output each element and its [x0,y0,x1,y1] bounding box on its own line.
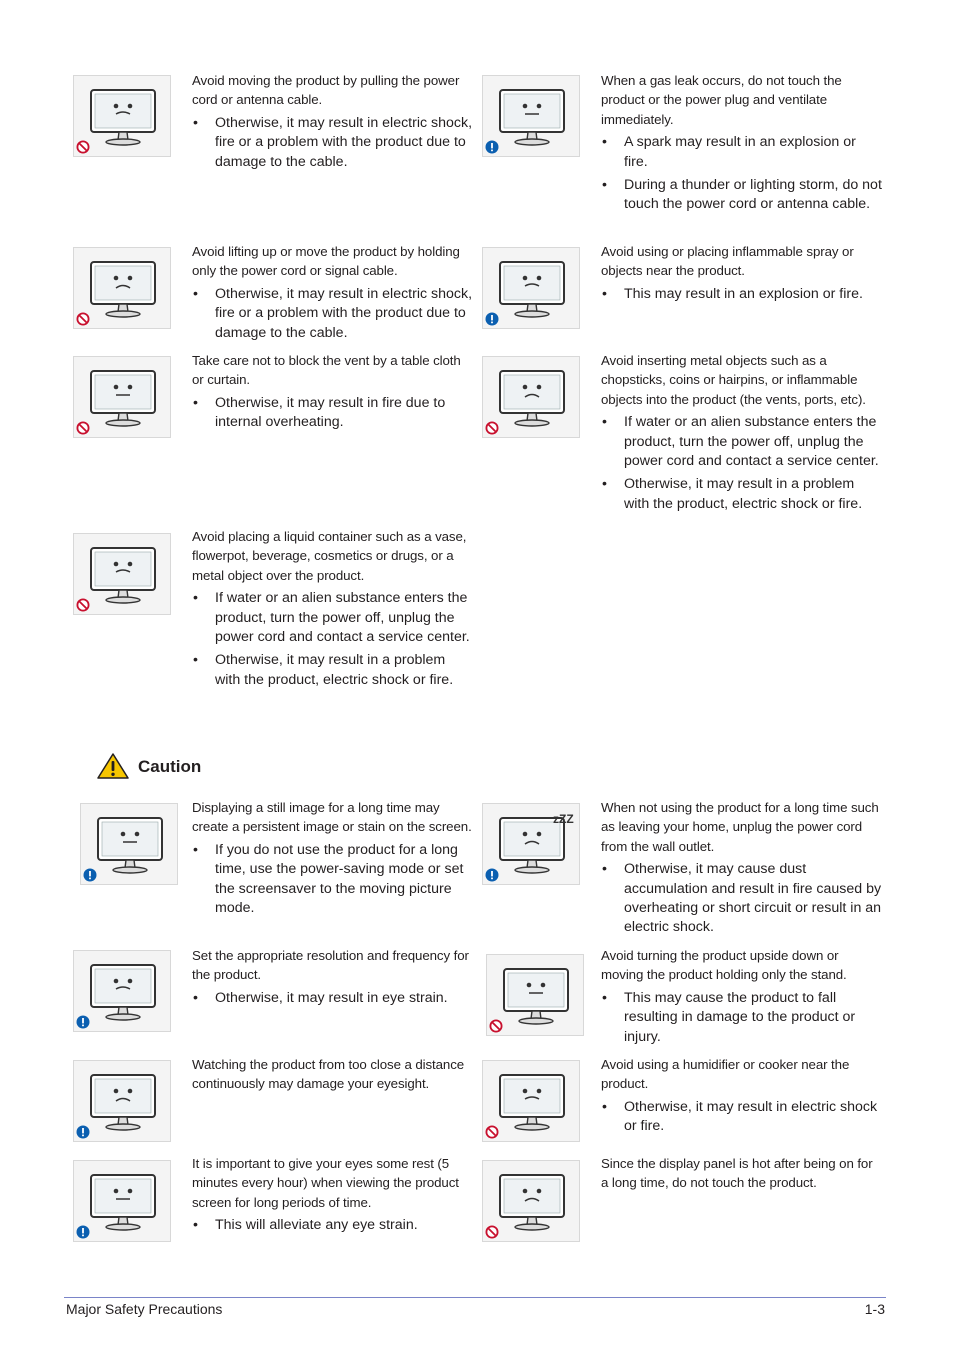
monitor-eye-strain-illustration [73,950,171,1032]
monitor-stained-screen-illustration [80,803,178,885]
precaution-text [192,71,474,176]
consequence-list [192,841,474,919]
warning-icon [485,868,499,882]
footer-divider [64,1297,886,1298]
monitor-spray-can-illustration [482,247,580,329]
precaution-text [601,351,883,518]
consequence-list [601,860,883,938]
prohibition-icon [489,1019,503,1033]
footer-page-number: 1-3 [864,1301,885,1317]
consequence-item [192,114,474,172]
consequence-item [601,133,883,172]
monitor-covered-cloth-illustration [73,356,171,438]
bullet-glyph: • [193,652,198,669]
precaution-text [192,527,474,694]
monitor-vase-on-top-illustration [73,533,171,615]
prohibition-icon [76,421,90,435]
precaution-statement: It is important to give your eyes some rest (5 minutes every hour) when viewing the product screen for long periods of time. [192,1156,459,1210]
consequence-text: Otherwise, it may result in a problem with the product, electric shock or fire. [624,476,863,512]
precaution-text [192,798,474,922]
consequence-item [601,285,883,304]
bullet-glyph: • [602,1098,607,1115]
precaution-statement: Avoid placing a liquid container such as a vase, flowerpot, beverage, cosmetics or drugs, or a metal object over the product. [192,529,467,583]
bullet-glyph: • [193,285,198,302]
consequence-list [192,589,474,690]
bullet-glyph: • [602,414,607,431]
precaution-text [192,1055,474,1098]
consequence-text: Otherwise, it may result in electric shock, fire or a problem with the product due to damage to the cable. [215,285,473,341]
warning-icon [76,1015,90,1029]
consequence-text: Otherwise, it may cause dust accumulation and result in fire caused by overheating or short circuit or result in an electric shock. [624,861,882,936]
consequence-item [601,413,883,471]
precaution-text [601,946,883,1051]
consequence-item [601,860,883,938]
monitor-pulled-by-cord-illustration [73,75,171,157]
precaution-text [601,1055,883,1141]
caution-triangle-icon [96,752,130,780]
consequence-list [192,394,474,433]
precaution-statement: Displaying a still image for a long time may create a persistent image or stain on the screen. [192,800,472,835]
precaution-text [192,946,474,1012]
monitor-humidifier-illustration [482,1060,580,1142]
precaution-text [601,71,883,219]
prohibition-icon [485,1225,499,1239]
warning-icon [485,312,499,326]
precaution-statement: Avoid using or placing inflammable spray or objects near the product. [601,244,854,279]
warning-icon [76,1225,90,1239]
prohibition-icon [485,1125,499,1139]
monitor-close-viewing-illustration [73,1060,171,1142]
precaution-statement: Since the display panel is hot after being on for a long time, do not touch the product. [601,1156,873,1191]
precaution-statement: Avoid inserting metal objects such as a chopsticks, coins or hairpins, or inflammable objects into the product (the vents, ports, etc). [601,353,866,407]
consequence-text: Otherwise, it may result in fire due to internal overheating. [215,394,446,431]
precaution-statement: Take care not to block the vent by a table cloth or curtain. [192,353,461,388]
consequence-list [601,285,883,304]
consequence-text: Otherwise, it may result in electric shock, fire or a problem with the product due to damage to the cable. [215,114,473,170]
consequence-item [192,841,474,919]
bullet-glyph: • [193,841,198,858]
consequence-text: This may result in an explosion or fire. [624,285,863,302]
consequence-list [601,1098,883,1137]
bullet-glyph: • [602,476,607,493]
monitor-eye-rest-illustration [73,1160,171,1242]
precaution-text [192,1154,474,1240]
monitor-upside-down-illustration [486,954,584,1036]
sleep-zzz-text: zZZ [553,812,574,826]
monitor-hot-panel-illustration [482,1160,580,1242]
consequence-text: This will alleviate any eye strain. [215,1217,418,1234]
prohibition-icon [485,421,499,435]
consequence-text: A spark may result in an explosion or fire. [624,134,856,170]
precaution-text [601,242,883,308]
bullet-glyph: • [193,590,198,607]
precaution-statement: When not using the product for a long time such as leaving your home, unplug the power cord from the wall outlet. [601,800,879,854]
precaution-text [601,1154,883,1197]
bullet-glyph: • [602,134,607,151]
monitor-metal-objects-illustration [482,356,580,438]
bullet-glyph: • [602,177,607,194]
monitor-gas-leak-illustration [482,75,580,157]
precaution-statement: Avoid moving the product by pulling the power cord or antenna cable. [192,73,460,108]
consequence-item [192,394,474,433]
consequence-item [601,1098,883,1137]
consequence-text: During a thunder or lighting storm, do not touch the power cord or antenna cable. [624,177,882,213]
consequence-text: This may cause the product to fall resulting in damage to the product or injury. [624,989,856,1045]
consequence-list [192,114,474,172]
consequence-list [192,1216,474,1235]
consequence-text: Otherwise, it may result in eye strain. [215,989,448,1006]
consequence-item [601,176,883,215]
consequence-list [601,989,883,1047]
bullet-glyph: • [193,1217,198,1234]
bullet-glyph: • [602,861,607,878]
footer-section-title: Major Safety Precautions [66,1301,223,1317]
precaution-text [192,242,474,347]
consequence-item [601,989,883,1047]
precaution-statement: When a gas leak occurs, do not touch the product or the power plug and ventilate immediately. [601,73,842,127]
consequence-item [192,589,474,647]
prohibition-icon [76,140,90,154]
bullet-glyph: • [193,989,198,1006]
consequence-list [601,133,883,215]
precaution-statement: Watching the product from too close a distance continuously may damage your eyesight. [192,1057,465,1092]
precaution-statement: Avoid using a humidifier or cooker near the product. [601,1057,850,1092]
warning-icon [83,868,97,882]
consequence-list [601,413,883,514]
consequence-text: If you do not use the product for a long time, use the power-saving mode or set the screensaver to the moving picture mode. [215,841,464,917]
monitor-lifted-by-cable-illustration [73,247,171,329]
precaution-text [601,798,883,942]
consequence-item [192,285,474,343]
bullet-glyph: • [193,114,198,131]
precaution-statement: Set the appropriate resolution and frequency for the product. [192,948,469,983]
consequence-item [192,651,474,690]
precaution-statement: Avoid turning the product upside down or moving the product holding only the stand. [601,948,847,983]
precaution-statement: Avoid lifting up or move the product by holding only the power cord or signal cable. [192,244,460,279]
consequence-list [192,989,474,1008]
bullet-glyph: • [602,989,607,1006]
consequence-item [192,989,474,1008]
caution-title: Caution [138,757,202,776]
precaution-text [192,351,474,437]
prohibition-icon [76,598,90,612]
monitor-sleeping-illustration [482,803,580,885]
consequence-text: Otherwise, it may result in a problem with the product, electric shock or fire. [215,652,454,688]
consequence-text: If water or an alien substance enters the product, turn the power off, unplug the power cord and contact a service center. [624,414,879,470]
bullet-glyph: • [602,285,607,302]
consequence-list [192,285,474,343]
warning-icon [485,140,499,154]
consequence-text: Otherwise, it may result in electric shock or fire. [624,1098,878,1135]
bullet-glyph: • [193,394,198,411]
prohibition-icon [76,312,90,326]
warning-icon [76,1125,90,1139]
consequence-item [192,1216,474,1235]
consequence-item [601,475,883,514]
consequence-text: If water or an alien substance enters the product, turn the power off, unplug the power cord and contact a service center. [215,590,470,646]
